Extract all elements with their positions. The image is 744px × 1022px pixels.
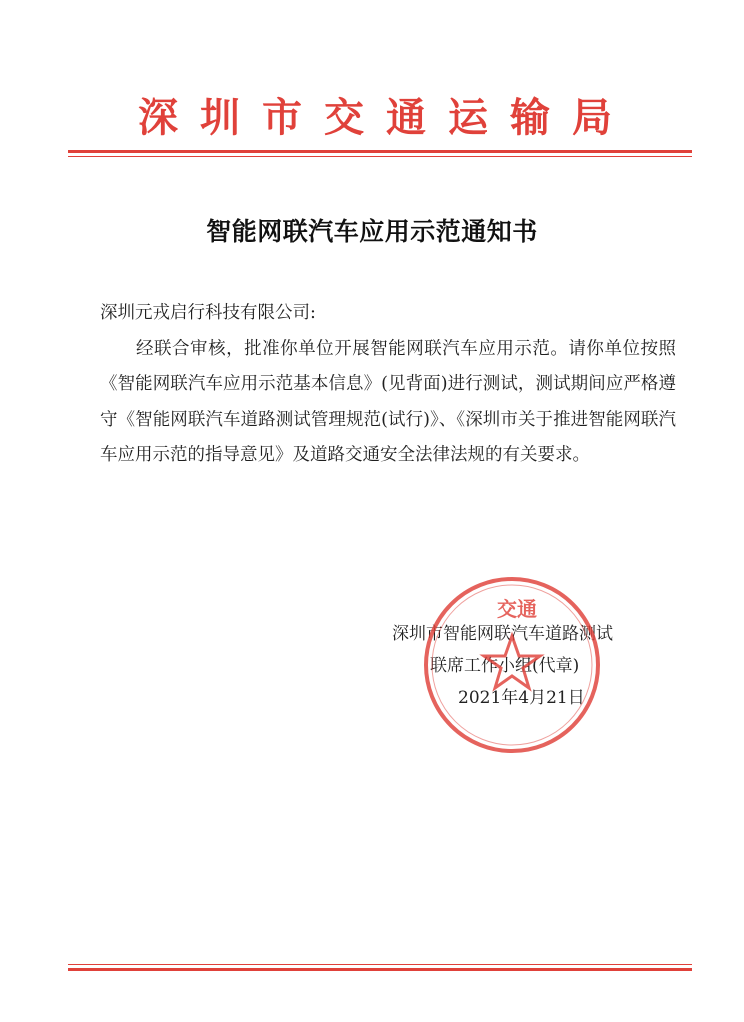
signature-issuer: 深圳市智能网联汽车道路测试 (392, 624, 613, 644)
seal-star-icon (484, 636, 540, 688)
signature-unit: 联席工作小组(代章) (430, 656, 580, 676)
footer-rule-thin (68, 964, 692, 965)
document-body (100, 296, 676, 474)
body-paragraph: 经联合审核，批准你单位开展智能网联汽车应用示范。请你单位按照《智能网联汽车应用示范基本信息》(见背面)进行测试，测试期间应严格遵守《智能网联汽车道路测试管理规范(试行)》、《深圳市关于推进智能网联汽车应用示范的指导意见》及道路交通安全法律法规的有关要求。 (100, 338, 676, 465)
footer-rule-thick (68, 968, 692, 971)
signature-date: 2021年4月21日 (458, 688, 585, 708)
document-title: 智能网联汽车应用示范通知书 (206, 217, 538, 246)
header-rule-thin (68, 156, 692, 157)
agency-letterhead: 深圳市交通运输局 (138, 94, 634, 141)
official-seal (421, 574, 603, 756)
seal-text: 交通 (497, 597, 537, 621)
addressee: 深圳元戎启行科技有限公司: (100, 303, 316, 323)
header-rule-thick (68, 150, 692, 153)
